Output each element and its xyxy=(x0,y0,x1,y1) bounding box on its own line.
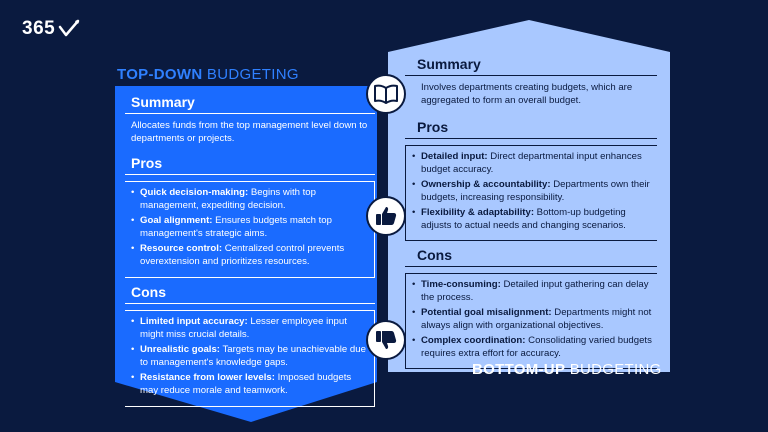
bottom-up-pros-heading: Pros xyxy=(405,119,657,139)
brand-logo xyxy=(22,18,80,40)
desc: Ensures budgets match top management's strategic aims. xyxy=(140,215,332,239)
list-item xyxy=(412,335,653,360)
bottom-up-summary-text: Involves departments creating budgets, which are aggregated to form an overall budget. xyxy=(421,82,633,106)
top-down-pros-heading: Pros xyxy=(125,153,375,175)
bottom-up-panel xyxy=(405,56,657,375)
term: Detailed input: xyxy=(421,151,488,162)
top-down-cons-list xyxy=(131,316,368,397)
term: Resource control: xyxy=(140,243,223,254)
desc: Departments own their budgets, increasing responsibility. xyxy=(421,179,650,203)
top-down-panel xyxy=(125,92,375,411)
desc: Targets may be unachievable due to management's knowledge gaps. xyxy=(140,344,366,368)
desc: Bottom-up budgeting adjusts to actual needs and changing scenarios. xyxy=(421,207,626,231)
term: Potential goal misalignment: xyxy=(421,307,552,318)
term: Resistance from lower levels: xyxy=(140,372,275,383)
top-down-pros-box xyxy=(125,181,375,278)
top-down-summary-heading: Summary xyxy=(125,92,375,114)
thumbs-up-icon xyxy=(366,196,406,236)
term: Flexibility & adaptability: xyxy=(421,207,535,218)
list-item xyxy=(412,179,653,204)
list-item xyxy=(131,316,368,341)
list-item xyxy=(131,344,368,369)
bottom-up-summary-heading: Summary xyxy=(405,56,657,76)
desc: Departments might not always align with organizational objectives. xyxy=(421,307,652,331)
top-down-title-rest: BUDGETING xyxy=(202,66,299,83)
term: Unrealistic goals: xyxy=(140,344,220,355)
bottom-up-title-rest: BUDGETING xyxy=(565,361,662,378)
thumbs-down-icon xyxy=(366,320,406,360)
check-logo-icon xyxy=(58,19,80,39)
term: Complex coordination: xyxy=(421,335,526,346)
list-item xyxy=(131,215,368,240)
list-item xyxy=(412,207,653,232)
list-item xyxy=(412,151,653,176)
list-item xyxy=(131,243,368,268)
list-item xyxy=(131,187,368,212)
bottom-up-title xyxy=(472,361,662,378)
term: Quick decision-making: xyxy=(140,187,249,198)
list-item xyxy=(131,372,368,397)
top-down-title-strong: TOP-DOWN xyxy=(117,66,203,83)
desc: Consolidating varied budgets requires extra effort for accuracy. xyxy=(421,335,652,359)
list-item xyxy=(412,279,653,304)
bottom-up-pros-box xyxy=(405,145,657,241)
desc: Detailed input gathering can delay the process. xyxy=(421,279,649,303)
desc: Centralized control prevents overextension and prioritizes resources. xyxy=(140,243,345,267)
term: Limited input accuracy: xyxy=(140,316,248,327)
term: Time-consuming: xyxy=(421,279,501,290)
top-down-title xyxy=(117,66,299,83)
list-item xyxy=(412,307,653,332)
top-down-pros-list xyxy=(131,187,368,268)
term: Ownership & accountability: xyxy=(421,179,551,190)
bottom-up-title-strong: BOTTOM-UP xyxy=(472,361,566,378)
desc: Imposed budgets may reduce morale and teamwork. xyxy=(140,372,352,396)
desc: Begins with top management, expediting decision. xyxy=(140,187,316,211)
bottom-up-cons-heading: Cons xyxy=(405,247,657,267)
desc: Direct departmental input enhances budget accuracy. xyxy=(421,151,642,175)
bottom-up-cons-list xyxy=(412,279,653,360)
book-icon xyxy=(366,74,406,114)
logo-text: 365 xyxy=(22,18,56,39)
term: Goal alignment: xyxy=(140,215,213,226)
bottom-up-cons-box xyxy=(405,273,657,369)
top-down-cons-box xyxy=(125,310,375,407)
top-down-cons-heading: Cons xyxy=(125,282,375,304)
desc: Lesser employee input might miss crucial details. xyxy=(140,316,347,340)
top-down-summary-text: Allocates funds from the top management level down to departments or projects. xyxy=(131,120,368,144)
bottom-up-pros-list xyxy=(412,151,653,232)
